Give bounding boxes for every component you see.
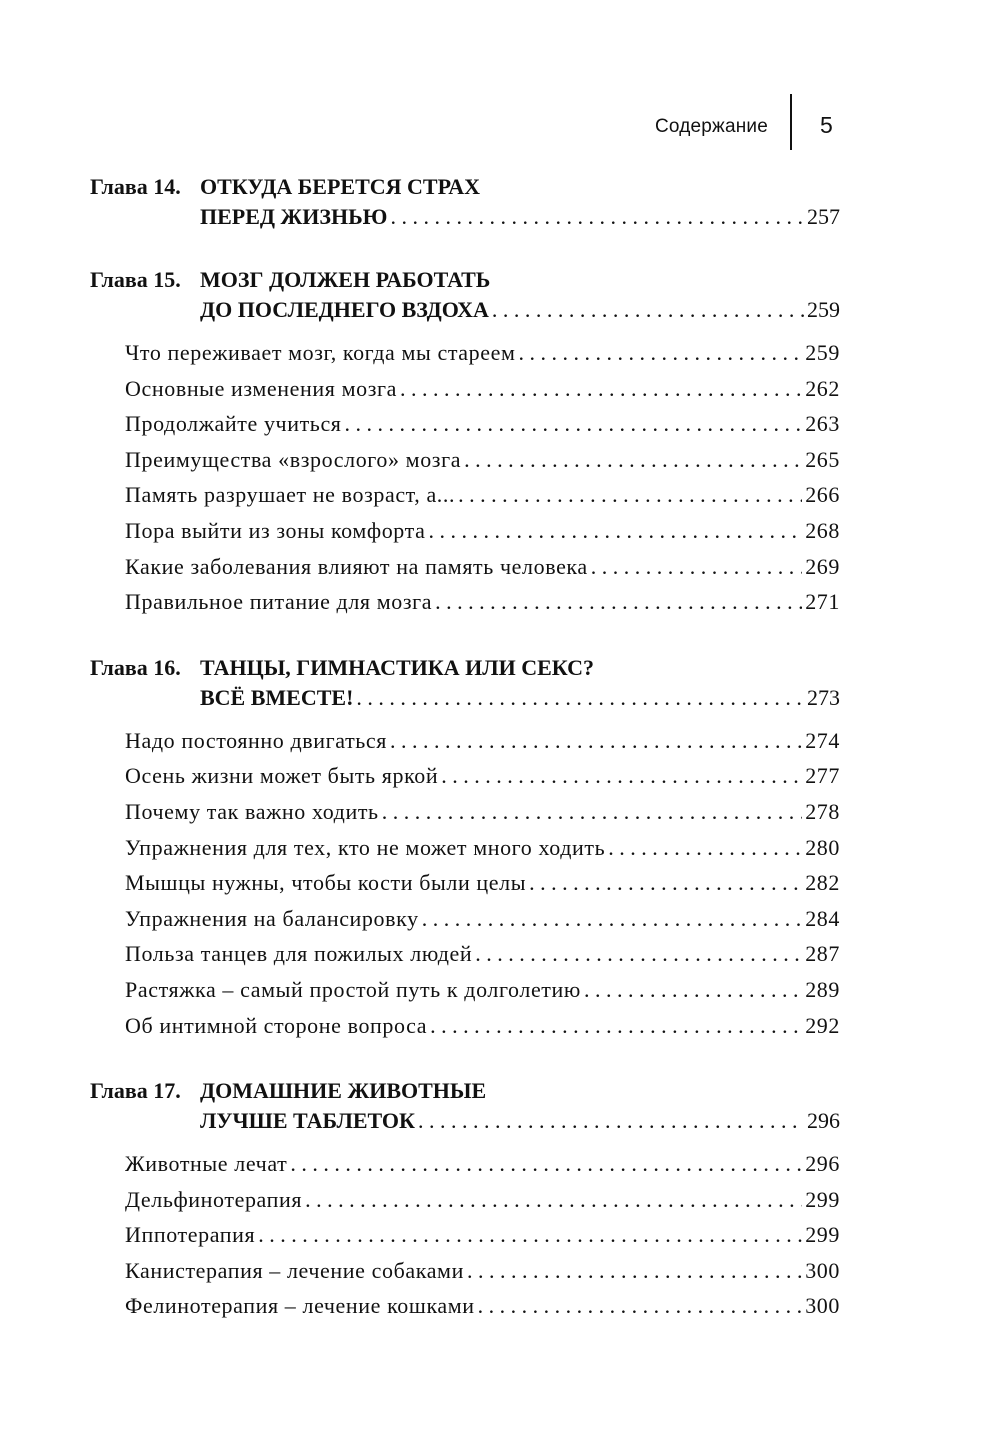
chapter-title: ОТКУДА БЕРЕТСЯ СТРАХ: [200, 174, 480, 199]
chapter-page-number: 259: [807, 297, 840, 322]
entry-title: Об интимной стороне вопроса: [125, 1012, 428, 1038]
entry-title: Мышцы нужны, чтобы кости были целы: [125, 870, 527, 896]
toc-entry: [125, 936, 840, 972]
chapter-block: [90, 265, 840, 620]
dot-leader: [400, 371, 802, 407]
entry-title: Что переживает мозг, когда мы стареем: [125, 340, 516, 365]
entry-page-number: 282: [805, 870, 840, 896]
chapter-heading-continued: [200, 1106, 840, 1136]
entry-page-number: 296: [805, 1151, 840, 1177]
chapter-title-continued: ДО ПОСЛЕДНЕГО ВЗДОХА: [200, 297, 489, 322]
toc-entry: [125, 901, 840, 937]
toc-entry: [125, 1182, 840, 1218]
toc-entry: [125, 1288, 840, 1324]
chapter-heading: [90, 653, 840, 683]
chapter-title: МОЗГ ДОЛЖЕН РАБОТАТЬ: [200, 267, 491, 292]
page-number: 5: [820, 112, 833, 138]
chapter-heading: [90, 265, 840, 295]
dot-leader: [435, 584, 802, 620]
chapter-block: [90, 1076, 840, 1324]
dot-leader: [305, 1182, 802, 1218]
entry-title: Продолжайте учиться: [125, 411, 342, 437]
entry-page-number: 300: [805, 1257, 840, 1283]
dot-leader: [430, 1008, 802, 1044]
toc-entry: [125, 584, 840, 620]
chapter-heading-continued: [200, 202, 840, 232]
dot-leader: [492, 295, 804, 325]
toc-entry: [125, 972, 840, 1008]
dot-leader: [418, 1106, 804, 1136]
chapter-page-number: 257: [807, 204, 840, 229]
entry-page-number: 266: [805, 482, 840, 508]
chapter-block: [90, 172, 840, 232]
chapter-number: Глава 14.: [90, 174, 181, 199]
entry-page-number: 265: [805, 446, 840, 472]
chapter-heading-continued: [200, 683, 840, 713]
chapter-heading: [90, 1076, 840, 1106]
dot-leader: [390, 202, 804, 232]
dot-leader: [584, 972, 802, 1008]
entry-page-number: 263: [805, 411, 840, 437]
entry-title: Осень жизни может быть яркой: [125, 763, 439, 789]
entry-page-number: 300: [805, 1293, 840, 1319]
toc-entry: [125, 371, 840, 407]
entry-title: Какие заболевания влияют на память человека: [125, 553, 588, 579]
dot-leader: [441, 758, 802, 794]
chapter-title: ДОМАШНИЕ ЖИВОТНЫЕ: [200, 1078, 487, 1104]
entry-page-number: 292: [805, 1012, 840, 1038]
chapter-heading-continued: [200, 295, 840, 325]
entry-title: Польза танцев для пожилых людей: [125, 941, 473, 967]
entry-page-number: 268: [805, 517, 840, 543]
entry-page-number: 262: [805, 375, 840, 401]
dot-leader: [591, 549, 802, 585]
toc-entry: [125, 1146, 840, 1182]
toc-entry: [125, 513, 840, 549]
toc-entry: [125, 758, 840, 794]
entry-title: Почему так важно ходить: [125, 798, 379, 824]
dot-leader: [258, 1217, 802, 1253]
chapter-title-continued: ПЕРЕД ЖИЗНЬЮ: [200, 204, 388, 229]
dot-leader: [608, 830, 802, 866]
entry-title: Преимущества «взрослого» мозга: [125, 446, 462, 472]
toc-entry: [125, 1253, 840, 1289]
chapter-page-number: 273: [807, 684, 840, 710]
dot-leader: [458, 477, 802, 513]
entry-title: Иппотерапия: [125, 1222, 256, 1248]
entry-title: Пора выйти из зоны комфорта: [125, 517, 426, 543]
dot-leader: [428, 513, 802, 549]
entry-title: Животные лечат: [125, 1151, 288, 1177]
entry-page-number: 284: [805, 905, 840, 931]
entry-title: Упражнения на балансировку: [125, 905, 419, 931]
dot-leader: [467, 1253, 802, 1289]
entry-page-number: 274: [805, 727, 840, 753]
toc-entry: [125, 865, 840, 901]
table-of-contents: [90, 172, 840, 1324]
entry-page-number: 277: [805, 763, 840, 789]
entry-page-number: 278: [805, 798, 840, 824]
entry-title: Надо постоянно двигаться: [125, 727, 388, 753]
entry-page-number: 287: [805, 941, 840, 967]
entry-title: Канистерапия – лечение собаками: [125, 1257, 464, 1283]
entry-title: Основные изменения мозга: [125, 375, 397, 401]
dot-leader: [390, 723, 802, 759]
entry-title: Дельфинотерапия: [125, 1186, 303, 1212]
entry-page-number: 299: [805, 1186, 840, 1212]
dot-leader: [345, 406, 803, 442]
entry-page-number: 259: [805, 340, 840, 365]
dot-leader: [529, 865, 802, 901]
toc-entry: [125, 794, 840, 830]
entry-title: Растяжка – самый простой путь к долголетию: [125, 976, 581, 1002]
dot-leader: [382, 794, 803, 830]
entry-title: Фелинотерапия – лечение кошками: [125, 1293, 475, 1319]
toc-entry: [125, 335, 840, 371]
dot-leader: [356, 683, 804, 713]
chapter-title-continued: ВСЁ ВМЕСТЕ!: [200, 684, 354, 710]
toc-entry: [125, 1217, 840, 1253]
toc-entry: [125, 549, 840, 585]
dot-leader: [519, 335, 803, 371]
toc-entry: [125, 442, 840, 478]
entry-title: Правильное питание для мозга: [125, 589, 433, 615]
toc-entry: [125, 1008, 840, 1044]
dot-leader: [478, 1288, 803, 1324]
chapter-number: Глава 16.: [90, 654, 181, 680]
entry-title: Упражнения для тех, кто не может много ходить: [125, 834, 606, 860]
dot-leader: [290, 1146, 802, 1182]
dot-leader: [475, 936, 802, 972]
running-header: [0, 92, 987, 152]
entry-page-number: 280: [805, 834, 840, 860]
section-title: Содержание: [654, 116, 768, 137]
toc-entry: [125, 830, 840, 866]
toc-entry: [125, 723, 840, 759]
entry-page-number: 269: [805, 553, 840, 579]
entry-page-number: 271: [805, 589, 840, 615]
chapter-title-continued: ЛУЧШЕ ТАБЛЕТОК: [200, 1108, 415, 1134]
chapter-page-number: 296: [807, 1108, 840, 1134]
chapter-number: Глава 17.: [90, 1078, 181, 1104]
chapter-title: ТАНЦЫ, ГИМНАСТИКА ИЛИ СЕКС?: [200, 654, 595, 680]
dot-leader: [464, 442, 802, 478]
entry-title: Память разрушает не возраст, а...: [125, 482, 456, 508]
chapter-block: [90, 653, 840, 1043]
toc-entry: [125, 406, 840, 442]
dot-leader: [422, 901, 802, 937]
entry-page-number: 299: [805, 1222, 840, 1248]
header-divider: [790, 94, 792, 150]
entry-page-number: 289: [805, 976, 840, 1002]
chapter-heading: [90, 172, 840, 202]
chapter-number: Глава 15.: [90, 267, 181, 292]
toc-entry: [125, 477, 840, 513]
